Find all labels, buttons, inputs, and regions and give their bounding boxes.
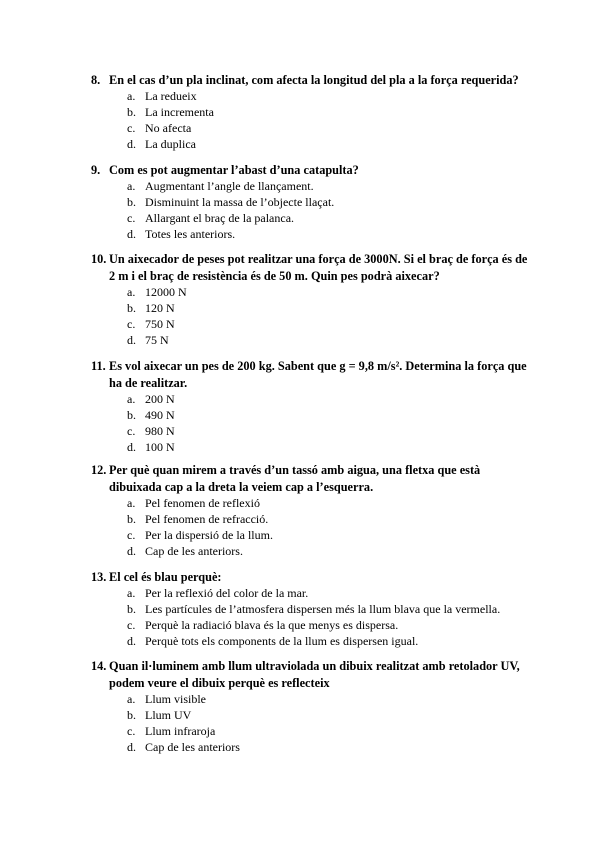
question-12 <box>91 462 531 560</box>
answer-option <box>91 440 531 456</box>
option-text: Pel fenomen de refracció. <box>145 511 269 526</box>
option-letter: d. <box>127 633 136 648</box>
answer-option <box>91 496 531 512</box>
option-letter: b. <box>127 707 136 722</box>
option-text: 490 N <box>145 407 175 422</box>
option-letter: b. <box>127 104 136 119</box>
option-letter: d. <box>127 543 136 558</box>
answer-option <box>91 317 531 333</box>
question-label: Un aixecador de peses pot realitzar una força de 3000N. Si el braç de força és de 2 m i el braç de resistència és de 50 m. Quin pes podrà aixecar? <box>109 252 528 283</box>
option-text: Llum UV <box>145 707 192 722</box>
option-text: 980 N <box>145 423 175 438</box>
option-letter: d. <box>127 226 136 241</box>
question-9 <box>91 162 531 243</box>
answer-option <box>91 586 531 602</box>
question-label: Per què quan mirem a través d’un tassó amb aigua, una fletxa que està dibuixada cap a la dreta la veiem cap a l’esquerra. <box>109 463 481 494</box>
option-letter: a. <box>127 692 136 706</box>
question-11 <box>91 358 531 456</box>
answer-option <box>91 179 531 195</box>
question-label: El cel és blau perquè: <box>109 570 222 584</box>
option-letter: a. <box>127 89 136 103</box>
question-number: 8. <box>91 73 101 87</box>
question-13 <box>91 569 531 650</box>
answer-option <box>91 740 531 756</box>
option-text: No afecta <box>145 120 192 135</box>
option-letter: a. <box>127 179 136 193</box>
option-text: Disminuint la massa de l’objecte llaçat. <box>145 194 335 209</box>
answer-option <box>91 708 531 724</box>
answer-option <box>91 89 531 105</box>
question-14 <box>91 658 531 756</box>
option-text: Cap de les anteriors. <box>145 543 243 558</box>
answer-option <box>91 285 531 301</box>
option-text: Per la dispersió de la llum. <box>145 527 273 542</box>
question-number: 9. <box>91 163 101 177</box>
question-number: 13. <box>91 570 107 584</box>
option-letter: c. <box>127 617 136 632</box>
option-letter: a. <box>127 586 136 600</box>
question-text <box>91 162 531 179</box>
option-letter: d. <box>127 739 136 754</box>
question-text <box>91 72 531 89</box>
option-letter: c. <box>127 723 136 738</box>
question-number: 10. <box>91 252 107 266</box>
answer-option <box>91 333 531 349</box>
answer-option <box>91 137 531 153</box>
option-text: Totes les anteriors. <box>145 226 236 241</box>
answer-option <box>91 392 531 408</box>
answer-option <box>91 724 531 740</box>
question-number: 14. <box>91 659 107 673</box>
answer-option <box>91 692 531 708</box>
question-10 <box>91 251 531 349</box>
question-number: 12. <box>91 463 107 477</box>
option-text: 750 N <box>145 316 175 331</box>
option-letter: b. <box>127 601 136 616</box>
option-text: Les partícules de l’atmosfera dispersen més la llum blava que la vermella. <box>145 601 501 616</box>
question-text <box>91 358 531 392</box>
option-letter: d. <box>127 332 136 347</box>
option-text: Augmentant l’angle de llançament. <box>145 179 314 193</box>
option-text: Llum visible <box>145 692 206 706</box>
option-text: 100 N <box>145 439 175 454</box>
option-letter: a. <box>127 392 136 406</box>
option-letter: b. <box>127 300 136 315</box>
question-text <box>91 462 531 496</box>
answer-option <box>91 227 531 243</box>
option-letter: b. <box>127 407 136 422</box>
question-8 <box>91 72 531 153</box>
option-letter: b. <box>127 511 136 526</box>
answer-option <box>91 528 531 544</box>
option-text: Llum infraroja <box>145 723 216 738</box>
option-text: 120 N <box>145 300 175 315</box>
answer-option <box>91 105 531 121</box>
option-text: Perquè la radiació blava és la que menys es dispersa. <box>145 617 399 632</box>
option-letter: c. <box>127 423 136 438</box>
option-letter: c. <box>127 316 136 331</box>
option-text: Cap de les anteriors <box>145 739 240 754</box>
option-text: 75 N <box>145 332 169 347</box>
answer-option <box>91 424 531 440</box>
answer-option <box>91 512 531 528</box>
answer-option <box>91 408 531 424</box>
option-text: La incrementa <box>145 104 214 119</box>
option-text: La redueix <box>145 89 197 103</box>
question-text <box>91 251 531 285</box>
question-text <box>91 658 531 692</box>
option-text: La duplica <box>145 136 196 151</box>
answer-option <box>91 602 531 618</box>
option-letter: d. <box>127 439 136 454</box>
answer-option <box>91 195 531 211</box>
option-text: Perquè tots els components de la llum es dispersen igual. <box>145 633 419 648</box>
question-label: Com es pot augmentar l’abast d’una catapulta? <box>109 163 359 177</box>
answer-option <box>91 618 531 634</box>
option-text: Per la reflexió del color de la mar. <box>145 586 309 600</box>
answer-option <box>91 634 531 650</box>
question-label: En el cas d’un pla inclinat, com afecta la longitud del pla a la força requerida? <box>109 73 519 87</box>
option-letter: a. <box>127 285 136 299</box>
question-text <box>91 569 531 586</box>
answer-option <box>91 301 531 317</box>
option-letter: a. <box>127 496 136 510</box>
answer-option <box>91 121 531 137</box>
question-number: 11. <box>91 359 106 373</box>
option-letter: c. <box>127 527 136 542</box>
option-letter: c. <box>127 120 136 135</box>
option-text: 200 N <box>145 392 175 406</box>
option-letter: b. <box>127 194 136 209</box>
option-text: 12000 N <box>145 285 187 299</box>
option-letter: c. <box>127 210 136 225</box>
answer-option <box>91 544 531 560</box>
option-text: Allargant el braç de la palanca. <box>145 210 295 225</box>
option-letter: d. <box>127 136 136 151</box>
answer-option <box>91 211 531 227</box>
option-text: Pel fenomen de reflexió <box>145 496 260 510</box>
question-label: Es vol aixecar un pes de 200 kg. Sabent que g = 9,8 m/s². Determina la força que ha de realitzar. <box>109 359 527 390</box>
question-label: Quan il·luminem amb llum ultraviolada un dibuix realitzat amb retolador UV, podem veure el dibuix perquè es reflecteix <box>109 659 520 690</box>
